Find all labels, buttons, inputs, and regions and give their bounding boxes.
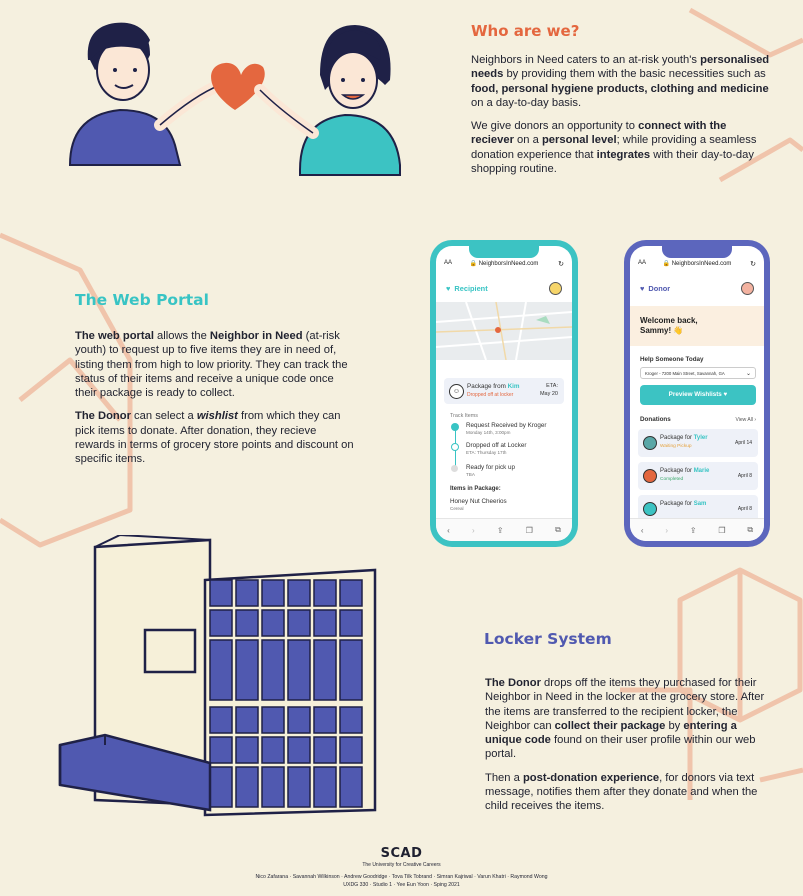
text-run: Package from: [467, 383, 508, 390]
step-subtitle: Monday 14th, 3:00pm: [466, 430, 511, 435]
text-run: drops off the items they purchased for their Neighbor in Need in the locker at the grocery store. After the items are transferred to the recipient locker, the Neighbor can: [485, 677, 765, 732]
locker-cell: [236, 767, 258, 807]
app-title: Recipient: [454, 283, 488, 293]
locker-cell: [288, 640, 310, 700]
back-icon[interactable]: ‹: [447, 525, 450, 535]
donation-date: April 8: [737, 473, 752, 479]
about-section: [471, 22, 771, 185]
text-emphasis: entering a unique code: [485, 719, 737, 747]
locker-cell: [314, 610, 336, 636]
scad-logo: SCAD: [380, 846, 423, 861]
heart-icon: ♥: [446, 283, 451, 293]
locker-cell: [236, 580, 258, 606]
locker-cell: [262, 707, 284, 733]
about-paragraph-2: [471, 119, 771, 176]
app-header: [630, 278, 764, 298]
welcome-banner: [630, 306, 764, 346]
eta-value: May 20: [539, 391, 558, 397]
browser-toolbar: [630, 518, 764, 541]
locker-cell: [288, 610, 310, 636]
text-emphasis: connect with the reciever: [471, 120, 727, 147]
locker-illustration: [55, 535, 385, 835]
donation-avatar: [643, 436, 657, 450]
store-select-value: Kroger - 7200 Main Street, Savannah, GA: [645, 371, 725, 376]
text-run: Package for: [660, 468, 694, 474]
donor-phone: [624, 240, 770, 547]
heart-icon: ♥: [640, 283, 645, 293]
text-size-button[interactable]: AA: [638, 260, 647, 266]
locker-cell: [288, 737, 310, 763]
locker-heading: Locker System: [484, 630, 612, 648]
text-run: with their day-to-day shopping routine.: [471, 148, 754, 176]
locker-cell: [262, 737, 284, 763]
share-icon[interactable]: ⇪: [689, 525, 697, 535]
locker-cell: [210, 640, 232, 700]
donation-card[interactable]: [638, 429, 758, 457]
text-run: Then a: [485, 771, 523, 784]
package-icon: ☺: [449, 384, 464, 399]
text-emphasis: collect their package: [554, 719, 666, 732]
locker-cell: [340, 737, 362, 763]
chevron-down-icon: ⌄: [745, 371, 751, 377]
text-emphasis: integrates: [596, 148, 651, 161]
text-emphasis: The web portal: [75, 330, 154, 342]
web-portal-paragraph-2: [75, 409, 355, 466]
locker-cell: [340, 580, 362, 606]
locker-cell: [262, 610, 284, 636]
locker-cell: [340, 640, 362, 700]
locker-cell: [210, 580, 232, 606]
url-bar[interactable]: [436, 260, 572, 267]
url-text: 🔒 NeighborsInNeed.com: [662, 261, 732, 267]
package-card[interactable]: [444, 378, 564, 404]
locker-cell: [288, 767, 310, 807]
text-run: found on their user profile within our web portal.: [485, 734, 756, 761]
browser-toolbar: [436, 518, 572, 541]
text-emphasis: wishlist: [196, 410, 238, 423]
donation-name: Tyler: [693, 435, 708, 441]
locker-cell: [236, 737, 258, 763]
step-dot: [451, 443, 459, 451]
forward-icon[interactable]: ›: [665, 525, 669, 535]
text-size-button[interactable]: AA: [444, 260, 453, 266]
text-run: , for donors via text message, notifies them after they donate and when the child receives the items.: [485, 771, 758, 813]
text-run: on a day-to-day basis.: [471, 96, 582, 109]
text-run: on a: [513, 134, 542, 147]
donations-label: Donations: [640, 416, 671, 423]
donation-avatar: [643, 469, 657, 483]
donation-name: Sam: [693, 501, 707, 507]
locker-cell: [210, 610, 232, 636]
help-label: Help Someone Today: [640, 356, 704, 363]
item-name: Honey Nut Cheerios: [450, 498, 507, 505]
locker-cell: [340, 767, 362, 807]
donation-name: Marie: [693, 468, 710, 474]
text-run: We give donors an opportunity to: [471, 120, 639, 133]
text-run: from which they can pick items to donate. After donation, they recieve rewards in terms of grocery store points and discount on specific items.: [75, 410, 354, 466]
locker-cell: [340, 610, 362, 636]
package-title: [467, 383, 520, 390]
donation-status: Waiting Pickup: [660, 444, 692, 449]
locker-cell: [262, 640, 284, 700]
text-emphasis: post-donation experience: [522, 771, 660, 784]
map[interactable]: [436, 302, 572, 360]
donation-card[interactable]: [638, 462, 758, 490]
text-emphasis: The Donor: [75, 410, 131, 423]
back-icon[interactable]: ‹: [640, 525, 644, 535]
step-dot: [451, 465, 458, 472]
track-label: Track Items: [450, 413, 478, 419]
step-title: Dropped off at Locker: [466, 442, 527, 449]
text-run: allows the: [153, 330, 210, 342]
forward-icon[interactable]: ›: [471, 525, 475, 535]
share-icon[interactable]: ⇪: [496, 525, 504, 535]
locker-cell: [288, 707, 310, 733]
footer-tagline: The University for Creative Careers: [362, 862, 441, 868]
step-dot: [451, 423, 459, 431]
step-title: Ready for pick up: [466, 464, 516, 471]
donation-date: April 14: [735, 440, 752, 446]
text-run: Package for: [660, 435, 694, 441]
locker-cell: [288, 580, 310, 606]
tabs-icon[interactable]: ⧉: [555, 525, 561, 534]
donation-title: [660, 468, 709, 474]
recipient-phone: [430, 240, 578, 547]
donation-title: [660, 435, 708, 441]
text-emphasis: personalised needs: [471, 54, 770, 81]
text-run: by: [665, 719, 684, 732]
reload-icon[interactable]: ↻: [750, 261, 756, 268]
avatar[interactable]: [549, 282, 562, 295]
package-status: Dropped off at locker: [467, 392, 514, 398]
locker-cell: [262, 767, 284, 807]
donation-title: [660, 501, 706, 507]
locker-cell: [262, 580, 284, 606]
locker-cell: [314, 640, 336, 700]
locker-cell: [314, 707, 336, 733]
welcome-text: Welcome back, Sammy! 👋: [640, 316, 698, 335]
eta-label: ETA:: [546, 383, 558, 389]
locker-cell: [314, 580, 336, 606]
footer: [0, 846, 803, 888]
book-icon[interactable]: ❐: [718, 525, 726, 535]
text-run: by providing them with the basic necessities such as: [503, 68, 766, 81]
locker-section: [484, 630, 769, 823]
locker-cell: [210, 767, 232, 807]
text-emphasis: food, personal hygiene products, clothing and medicine: [471, 82, 769, 95]
preview-wishlists-button[interactable]: Preview Wishlists ♥: [640, 385, 756, 405]
step-subtitle: ETA: Thursday 17th: [466, 450, 507, 455]
donation-date: April 8: [737, 506, 752, 512]
app-header: [436, 278, 572, 298]
text-run: Neighbors in Need caters to an at-risk youth's: [471, 54, 701, 66]
web-portal-heading: The Web Portal: [75, 291, 209, 309]
donation-avatar: [643, 502, 657, 516]
text-run: Package for: [660, 501, 694, 507]
donation-status: Completed: [660, 477, 684, 482]
store-select[interactable]: [640, 367, 756, 379]
text-run: (at-risk youth) to request up to five items they are in need of, listing them from high to low priority. They can track the status of their items and receive a unique code once their package is ready to collect.: [75, 330, 348, 400]
step-title: Request Received by Kroger: [466, 422, 547, 429]
view-all-link[interactable]: View All ›: [735, 417, 756, 423]
phone-notch: [469, 246, 539, 258]
avatar[interactable]: [741, 282, 754, 295]
package-name: Kim: [507, 383, 520, 390]
recipient-screen: [436, 246, 572, 541]
items-label: Items in Package:: [450, 486, 501, 492]
footer-course: UXDG 330 · Studio 1 · Yee Eun Yoon · Sping 2021: [343, 882, 460, 888]
text-emphasis: Neighbor in Need: [209, 330, 303, 342]
locker-paragraph-2: [485, 771, 769, 814]
item-type: Cereal: [450, 506, 464, 511]
locker-cell: [314, 737, 336, 763]
footer-names: Nico Zafarana · Savannah Wilkinson · Andrew Goodridge · Tova Tilk Tobrand · Simran Kajriwal · Varun Khatri · Raymond Wong: [255, 874, 548, 880]
web-portal-paragraph-1: [75, 329, 355, 400]
book-icon[interactable]: ❐: [525, 525, 533, 535]
locker-cell: [236, 640, 258, 700]
locker-cell: [314, 767, 336, 807]
locker-cell: [236, 610, 258, 636]
people-heart-illustration: [55, 15, 415, 180]
web-portal-section: [75, 291, 355, 476]
app-title: Donor: [648, 283, 671, 293]
locker-cell: [210, 707, 232, 733]
locker-cell: [210, 737, 232, 763]
locker-cell: [236, 707, 258, 733]
phone-notch: [662, 246, 732, 258]
tabs-icon[interactable]: ⧉: [747, 525, 754, 534]
about-heading: Who are we?: [471, 22, 580, 40]
about-paragraph-1: [471, 53, 771, 110]
donor-screen: [630, 246, 764, 541]
url-text: 🔒 NeighborsInNeed.com: [469, 261, 539, 267]
text-run: ; while providing a seamless donation experience that: [471, 134, 757, 161]
text-emphasis: personal level: [541, 134, 617, 147]
step-subtitle: TBA: [466, 472, 475, 477]
url-bar[interactable]: [630, 260, 764, 267]
locker-cell: [340, 707, 362, 733]
reload-icon[interactable]: ↻: [558, 261, 564, 268]
locker-paragraph-1: [485, 676, 769, 762]
text-emphasis: The Donor: [485, 677, 541, 689]
text-run: can select a: [130, 410, 197, 423]
